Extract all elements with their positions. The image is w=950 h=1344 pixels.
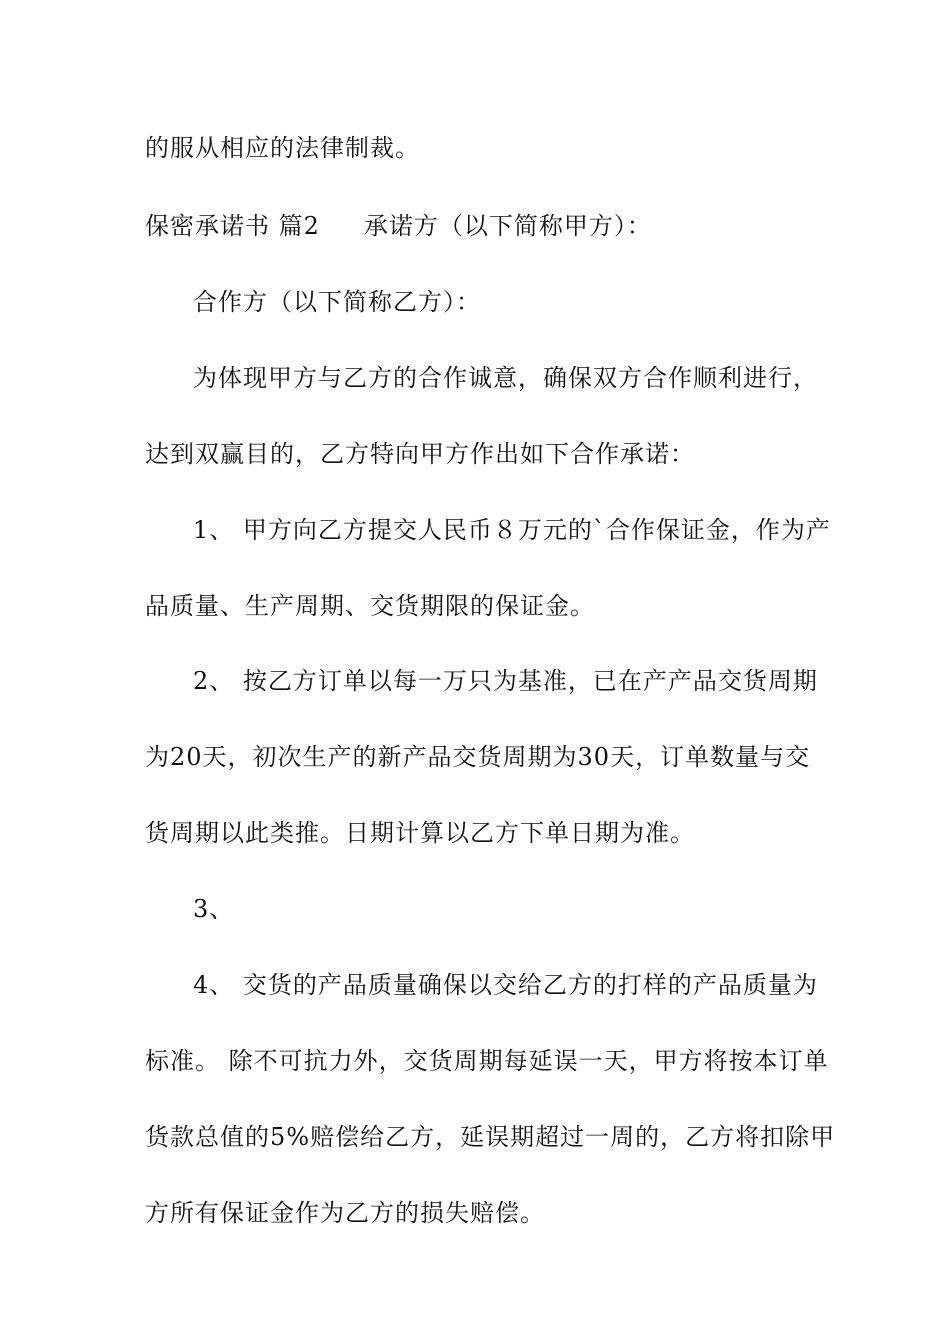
text-line: 的服从相应的法律制裁。: [145, 134, 420, 162]
paragraph-line: [193, 362, 818, 394]
clause-4-line: [193, 969, 818, 1001]
paragraph-line: [145, 1121, 835, 1153]
paragraph-line: [145, 1045, 829, 1077]
text-line: 标准。 除不可抗力外，交货周期每延误一天，甲方将按本订单: [145, 1047, 829, 1075]
party-b-label: 合作方（以下简称乙方）：: [193, 288, 481, 316]
clause-2-line: [193, 665, 818, 697]
text-line: 货周期以此类推。日期计算以乙方下单日期为准。: [145, 819, 695, 847]
text-line: 达到双赢目的，乙方特向甲方作出如下合作承诺：: [145, 440, 695, 468]
text-line: 为20天，初次生产的新产品交货周期为30天，订单数量与交: [145, 743, 811, 771]
text-line: 3、: [193, 895, 235, 923]
section-heading-line: [145, 210, 652, 242]
paragraph-line: [145, 1197, 545, 1229]
paragraph-line: [145, 438, 695, 470]
paragraph-line: [145, 741, 810, 773]
text-line: 1、 甲方向乙方提交人民币８万元的`合作保证金，作为产: [193, 516, 831, 544]
text-line: 4、 交货的产品质量确保以交给乙方的打样的产品质量为: [193, 971, 818, 999]
paragraph-line: [145, 817, 695, 849]
text-line: 品质量、生产周期、交货期限的保证金。: [145, 592, 595, 620]
clause-3-line: [193, 893, 234, 925]
paragraph-line: [193, 286, 481, 318]
text-line: 方所有保证金作为乙方的损失赔偿。: [145, 1199, 545, 1227]
text-line: 货款总值的5%赔偿给乙方，延误期超过一周的，乙方将扣除甲: [145, 1123, 836, 1151]
clause-1-line: [193, 514, 831, 546]
section-heading: 保密承诺书 篇2: [145, 212, 320, 240]
text-line: 2、 按乙方订单以每一万只为基准，已在产产品交货周期: [193, 667, 818, 695]
party-a-label: 承诺方（以下简称甲方）：: [363, 212, 652, 240]
paragraph-line: [145, 590, 595, 622]
paragraph-line: [145, 132, 420, 164]
text-line: 为体现甲方与乙方的合作诚意，确保双方合作顺利进行，: [193, 364, 818, 392]
